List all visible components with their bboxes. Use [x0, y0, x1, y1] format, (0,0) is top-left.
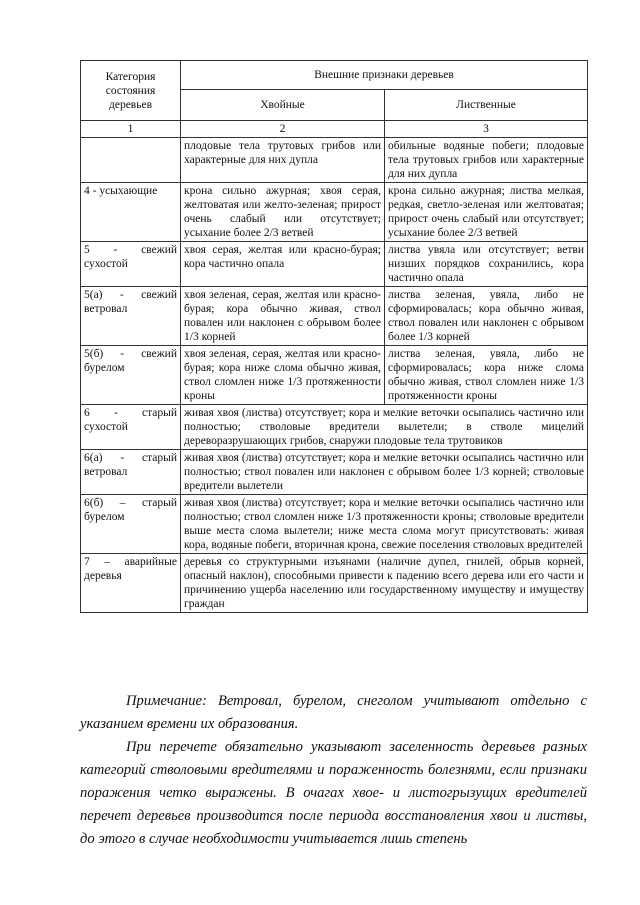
table-row	[81, 287, 588, 346]
header-signs: Внешние признаки деревьев	[181, 61, 588, 90]
row-deciduous: листва увяла или отсутствует; ветви низших порядков сохранились, кора частично опала	[385, 242, 588, 287]
row-category: 4 - усыхающие	[81, 183, 181, 242]
row-merged-signs: живая хвоя (листва) отсутствует; кора и мелкие веточки осыпались частично или полностью; ствол повален или наклонен с обрывом более 1/3 корней; стволовые вредители вылетели	[181, 450, 588, 495]
row-category: 7 – аварийные деревья	[81, 554, 181, 613]
row-deciduous: крона сильно ажурная; листва мелкая, редкая, светло-зеленая или желтоватая; прирост очень слабый или отсутствует; усыхание более 2/3 ветвей	[385, 183, 588, 242]
column-number: 2	[181, 121, 385, 138]
row-category: 6(б) – старый бурелом	[81, 495, 181, 554]
row-conifer: хвоя зеленая, серая, желтая или красно-бурая; кора обычно живая, ствол повален или наклонен с обрывом более 1/3 корней	[181, 287, 385, 346]
table-row	[81, 346, 588, 405]
row-conifer: хвоя серая, желтая или красно-бурая; кора частично опала	[181, 242, 385, 287]
column-numbers-row	[81, 121, 588, 138]
table-row	[81, 554, 588, 613]
column-number: 1	[81, 121, 181, 138]
row-category: 5(б) - свежий бурелом	[81, 346, 181, 405]
row-conifer: хвоя зеленая, серая, желтая или красно-бурая; кора ниже слома обычно живая, ствол сломлен ниже 1/3 протяженности кроны	[181, 346, 385, 405]
row-deciduous: обильные водяные побеги; плодовые тела трутовых грибов или характерные для них дупла	[385, 138, 588, 183]
table-row	[81, 495, 588, 554]
tree-condition-table	[80, 60, 588, 613]
table-row	[81, 242, 588, 287]
row-category: 5 - свежий сухостой	[81, 242, 181, 287]
body-text: При перечете обязательно указывают заселенность деревьев разных категорий стволовыми вредителями и пораженность болезнями, если признаки поражения четко выражены. В очагах хвое- и листогрызущих вредителей перечет деревьев производится после периода восстановления хвои и листвы, до этого в случае необходимости учитывается лишь степень	[80, 739, 587, 847]
header-conifer: Хвойные	[181, 90, 385, 121]
row-conifer: плодовые тела трутовых грибов или характерные для них дупла	[181, 138, 385, 183]
row-category: 6 - старый сухостой	[81, 405, 181, 450]
column-number: 3	[385, 121, 588, 138]
table-row	[81, 450, 588, 495]
body-paragraph	[80, 736, 587, 851]
header-deciduous: Лиственные	[385, 90, 588, 121]
table-row	[81, 183, 588, 242]
row-merged-signs: живая хвоя (листва) отсутствует; кора и мелкие веточки осыпались частично или полностью; ствол сломлен ниже 1/3 протяженности кроны; стволовые вредители выше места слома вылетели; ниже места слома могут присутствовать: живая кора, водяные побеги, вторичная крона, свежие поселения стволовых вредителей	[181, 495, 588, 554]
row-deciduous: листва зеленая, увяла, либо не сформировалась; кора обычно живая, ствол повален или наклонен с обрывом более 1/3 корней	[385, 287, 588, 346]
row-merged-signs: деревья со структурными изъянами (наличие дупел, гнилей, обрыв корней, опасный наклон), способными привести к падению всего дерева или его части и причинению ущерба населению или государственному имуществу и имуществу граждан	[181, 554, 588, 613]
note-paragraph	[80, 690, 587, 736]
header-category: Категория состояния деревьев	[81, 61, 181, 121]
table-header-row	[81, 61, 588, 90]
row-conifer: крона сильно ажурная; хвоя серая, желтоватая или желто-зеленая; прирост очень слабый или отсутствует; усыхание более 2/3 ветвей	[181, 183, 385, 242]
table-row	[81, 138, 588, 183]
row-category: 6(а) - старый ветровал	[81, 450, 181, 495]
row-merged-signs: живая хвоя (листва) отсутствует; кора и мелкие веточки осыпались частично или полностью; стволовые вредители вылетели; в стволе мицелий дереворазрушающих грибов, снаружи плодовые тела трутовиков	[181, 405, 588, 450]
note-text: Примечание: Ветровал, бурелом, снеголом учитывают отдельно с указанием времени их образования.	[80, 693, 587, 732]
row-category: 5(а) - свежий ветровал	[81, 287, 181, 346]
row-deciduous: листва зеленая, увяла, либо не сформировалась; кора ниже слома обычно живая, ствол сломлен ниже 1/3 протяженности кроны	[385, 346, 588, 405]
row-category	[81, 138, 181, 183]
table-row	[81, 405, 588, 450]
